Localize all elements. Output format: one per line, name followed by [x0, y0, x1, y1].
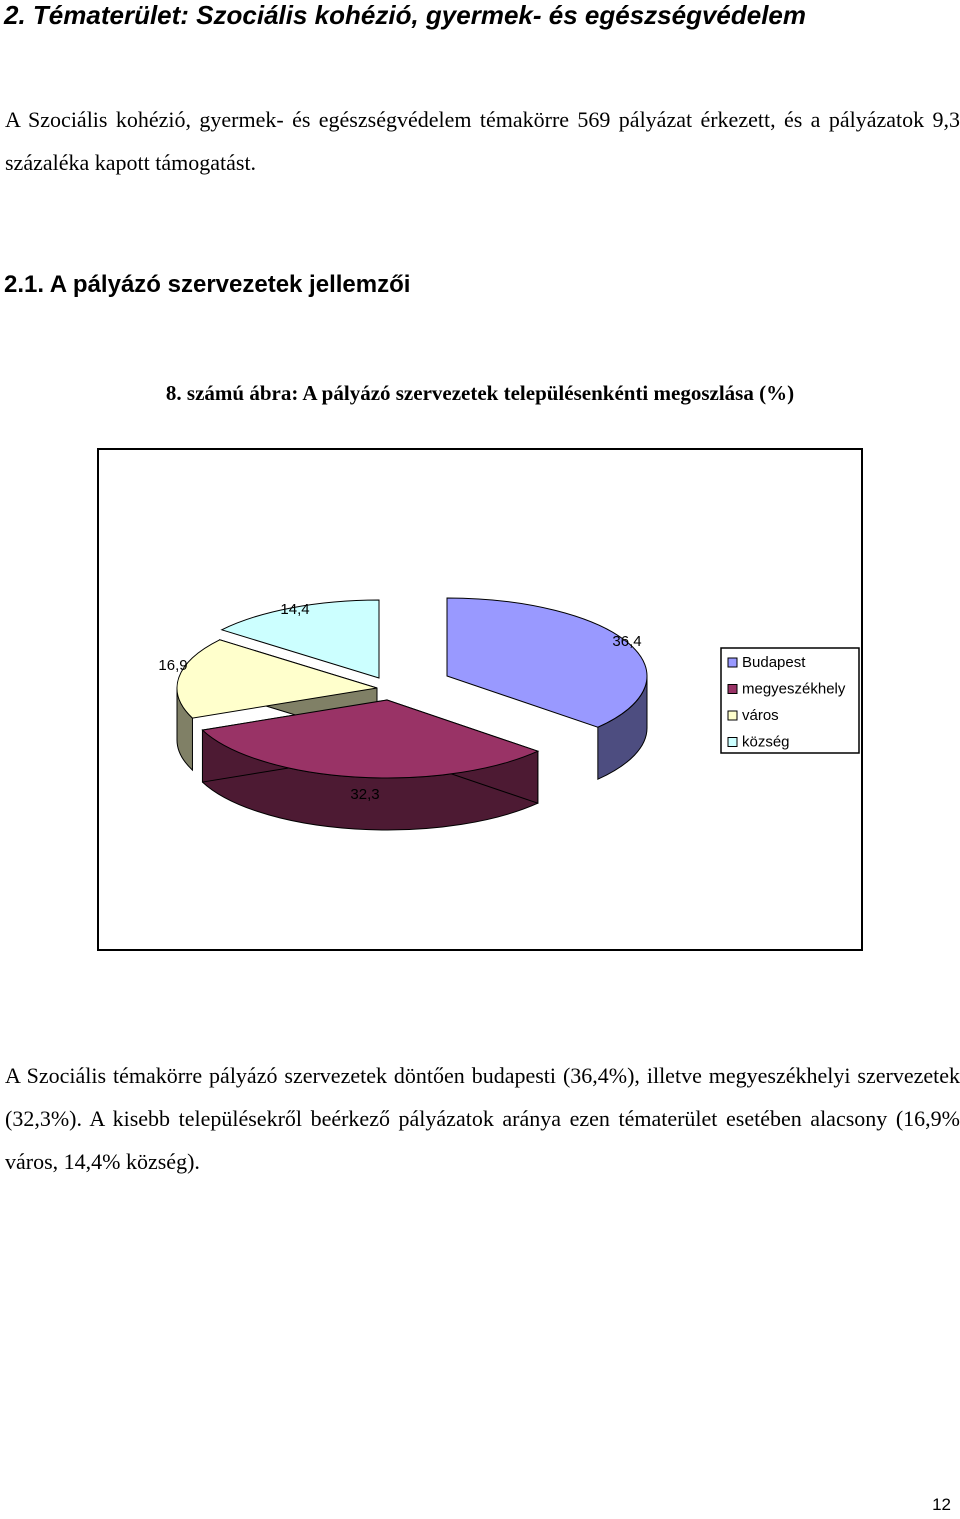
chart-legend	[721, 648, 859, 753]
legend-swatch-megyeszékhely	[728, 685, 737, 694]
intro-paragraph: A Szociális kohézió, gyermek- és egészségvédelem témakörre 569 pályázat érkezett, és a pályázatok 9,3 százaléka kapott támogatást.	[5, 107, 960, 175]
page-number: 12	[932, 1495, 951, 1514]
legend-swatch-község	[728, 738, 737, 747]
legend-swatch-Budapest	[728, 658, 737, 667]
legend-swatch-város	[728, 711, 737, 720]
legend-label-község: község	[742, 733, 790, 751]
pie-chart	[97, 448, 863, 951]
subsection-heading: 2.1. A pályázó szervezetek jellemzői	[4, 271, 411, 298]
data-label-község: 14,4	[280, 601, 310, 618]
figure-caption: 8. számú ábra: A pályázó szervezetek településenkénti megoszlása (%)	[165, 381, 795, 405]
data-label-város: 16,9	[158, 657, 188, 674]
data-label-Budapest: 36,4	[612, 633, 642, 650]
data-label-megyeszékhely: 32,3	[350, 786, 380, 803]
section-heading: 2. Tématerület: Szociális kohézió, gyermek- és egészségvédelem	[4, 0, 807, 30]
legend-label-megyeszékhely: megyeszékhely	[742, 680, 846, 698]
pie-tops	[177, 598, 647, 778]
summary-paragraph: A Szociális témakörre pályázó szervezetek döntően budapesti (36,4%), illetve megyeszékhelyi szervezetek (32,3%). A kisebb településekről beérkező pályázatok aránya ezen tématerület esetében alacsony (16,9% város, 14,4% község).	[5, 1063, 960, 1174]
legend-label-város: város	[742, 707, 779, 724]
pie-slice-Budapest	[447, 598, 647, 727]
legend-label-Budapest: Budapest	[742, 654, 806, 671]
